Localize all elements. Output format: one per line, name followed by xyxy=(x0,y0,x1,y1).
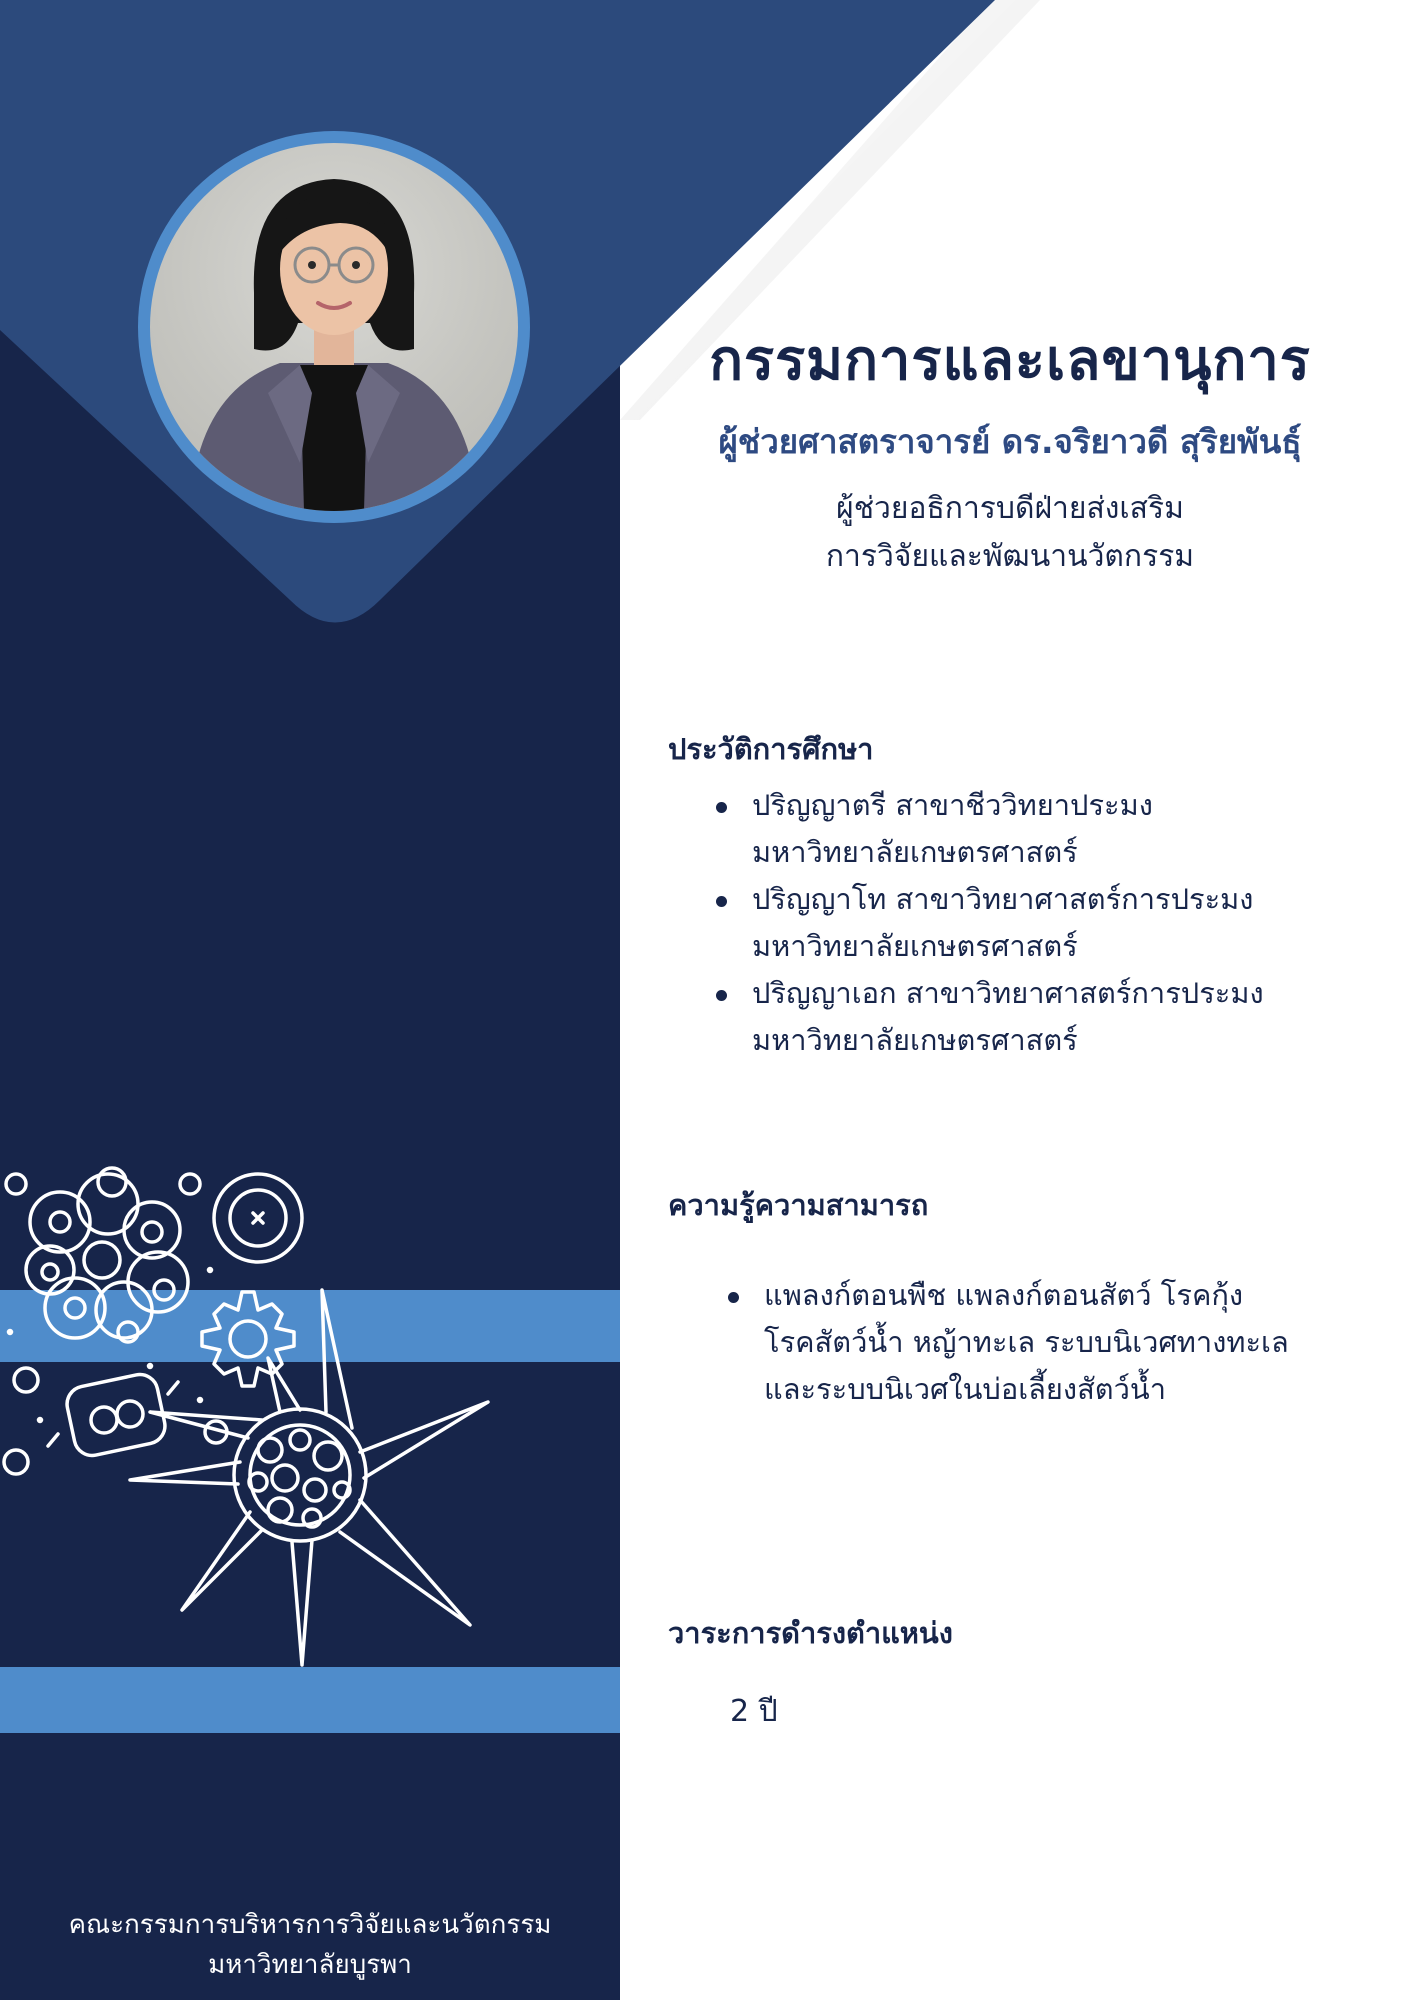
list-item xyxy=(716,782,1396,876)
expertise-list xyxy=(728,1272,1408,1413)
portrait-photo xyxy=(150,143,518,511)
footer-line: มหาวิทยาลัยบูรพา xyxy=(208,1950,412,1980)
list-item xyxy=(716,876,1396,970)
position-title xyxy=(700,485,1320,581)
term-heading: วาระการดำรงตำแหน่ง xyxy=(668,1616,953,1650)
education-list xyxy=(716,782,1396,1064)
footer-line: คณะกรรมการบริหารการวิจัยและนวัตกรรม xyxy=(68,1910,552,1940)
position-line: ผู้ช่วยอธิการบดีฝ่ายส่งเสริม xyxy=(836,491,1184,526)
accent-stripe-upper xyxy=(0,1290,620,1362)
portrait-frame xyxy=(138,131,530,523)
university-text: มหาวิทยาลัยเกษตรศาสตร์ xyxy=(752,1023,1078,1057)
page-title: กรรมการและเลขานุการ xyxy=(709,328,1311,393)
expertise-line: และระบบนิเวศในบ่อเลี้ยงสัตว์น้ำ xyxy=(764,1372,1167,1406)
footer-organization xyxy=(30,1905,590,1985)
accent-stripe-lower xyxy=(0,1667,620,1733)
expertise-line: แพลงก์ตอนพืช แพลงก์ตอนสัตว์ โรคกุ้ง xyxy=(764,1278,1244,1312)
expertise-heading: ความรู้ความสามารถ xyxy=(668,1188,929,1222)
list-item xyxy=(728,1272,1408,1413)
degree-text: ปริญญาโท สาขาวิทยาศาสตร์การประมง xyxy=(752,882,1254,916)
degree-text: ปริญญาตรี สาขาชีววิทยาประมง xyxy=(752,788,1153,822)
position-line: การวิจัยและพัฒนานวัตกรรม xyxy=(825,539,1195,574)
degree-text: ปริญญาเอก สาขาวิทยาศาสตร์การประมง xyxy=(752,976,1264,1010)
university-text: มหาวิทยาลัยเกษตรศาสตร์ xyxy=(752,835,1078,869)
person-name: ผู้ช่วยศาสตราจารย์ ดร.จริยาวดี สุริยพันธุ์ xyxy=(718,422,1302,461)
list-item xyxy=(716,970,1396,1064)
university-text: มหาวิทยาลัยเกษตรศาสตร์ xyxy=(752,929,1078,963)
education-heading: ประวัติการศึกษา xyxy=(668,732,874,766)
expertise-line: โรคสัตว์น้ำ หญ้าทะเล ระบบนิเวศทางทะเล xyxy=(764,1325,1289,1359)
portrait-figure xyxy=(150,143,518,511)
term-value: 2 ปี xyxy=(730,1694,778,1729)
